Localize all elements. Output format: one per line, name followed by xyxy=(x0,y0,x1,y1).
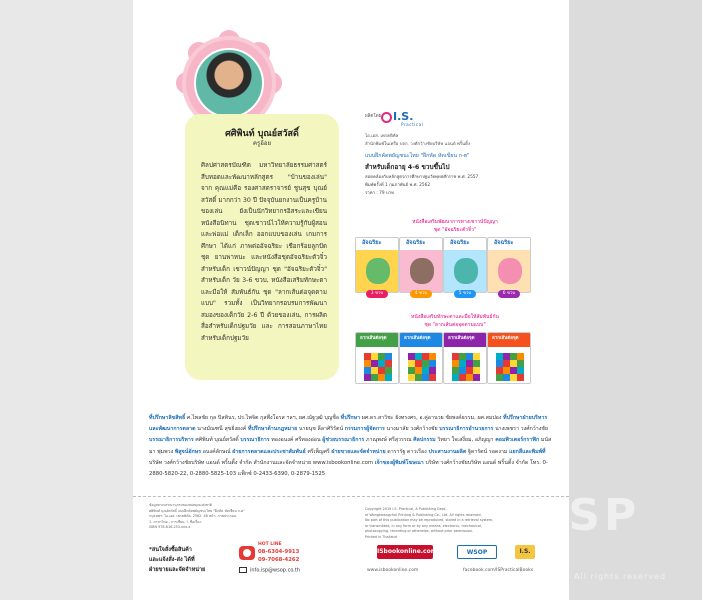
mosaic-cell xyxy=(517,367,524,374)
watermark-logo: ISP xyxy=(548,490,641,541)
mosaic-cell xyxy=(459,367,466,374)
book-character xyxy=(366,258,390,284)
mosaic-cell xyxy=(364,374,371,381)
mosaic-cell xyxy=(496,353,503,360)
credit-label: พิสูจน์อักษร xyxy=(174,448,202,455)
mosaic-cell xyxy=(422,360,429,367)
book-age-badge: 3 ขวบ xyxy=(366,290,388,298)
book-cover xyxy=(355,237,399,293)
book-cover xyxy=(399,237,443,293)
book-cover xyxy=(443,332,487,384)
book-age-badge: 4 ขวบ xyxy=(410,290,432,298)
facebook-link[interactable]: facebook.com/ISPracticalBooks xyxy=(463,568,534,573)
mosaic-cell xyxy=(408,367,415,374)
credit-value: อนงค์ลักษณ์ xyxy=(202,448,231,455)
mosaic-cell xyxy=(371,360,378,367)
book-title-band xyxy=(488,238,530,250)
credit-label: ฝ่ายขายและจัดจำหน่าย xyxy=(331,448,386,455)
credit-label: ศิลปกรรม xyxy=(413,437,436,444)
credit-value: นางมัณฑนี สุขยิ่งยงค์ xyxy=(197,426,247,433)
mosaic-cell xyxy=(371,353,378,360)
credit-value: วิทยา ใจเสงี่ยม, อภิญญา xyxy=(437,437,494,444)
credit-value: ฐิดารัตน์ รอดงาม xyxy=(467,448,508,455)
book-character xyxy=(410,258,434,284)
author-bio: ศิลปศาสตรบัณฑิต มหาวิทยาลัยธรรมศาสตร์ สืบทอดและพัฒนาหลักสูตร "บ้านของเล่น" จาก คุณแม่คือ รองศาสตราจารย์ ชูนสุข บุณย์สวัสดิ์ มากกว่า 30 ปี ปัจจุบันยกงานเป็นครูบ้านของเล่น ยังเป็นนักวิทยากรอิสระและเขียนหนังสือนิทาน ชุดเชาวน์ไวให้ความรู้กับผู้สอนและพ่อแม่ เด็กเล็ก ออกแบบของเล่น เกมการศึกษา ได้แก่ ภาพต่ออัจฉริยะ เชือกร้อยลูกปัด ชุด ยานพาหนะ และหนังสือชุดอัจฉริยะตัวจิ๋ว สำหรับเด็ก เชาวน์ปัญญา ชุด "อัจฉริยะตัวจิ๋ว" สำหรับเด็ก วัย 3-6 ขวบ, หนังสือเสริมทักษะตาและมือให้ สัมพันธ์กัน ชุด "ลากเส้นต่อจุดตามแบบ" รวมทั้ง เป็นวิทยากรอบรมการพัฒนาสมองของเด็กวัย 2-6 ปี ด้วยของเล่น, การผลิตสื่อสำหรับเด็กปฐมวัย และ การสอนภาษาไทยสำหรับเด็กปฐมวัย xyxy=(201,162,327,342)
mosaic-cell xyxy=(429,367,436,374)
credit-value: นางเพชรา วงศ์กว้างชัย xyxy=(495,426,549,433)
credit-label: ที่ปรึกษาฝ่ายบริหารและพัฒนาการตลาด xyxy=(149,415,548,433)
website-link[interactable]: www.isbookonline.com xyxy=(367,568,419,573)
book-age-badge: 6 ขวบ xyxy=(498,290,520,298)
logo-subtext: Practical xyxy=(401,122,424,127)
author-card xyxy=(185,114,339,380)
copyright-line: photocopying, recording or otherwise, without prior permission. xyxy=(365,529,474,534)
hotline-tag: HOT LINE xyxy=(258,542,282,547)
mosaic-cell xyxy=(378,360,385,367)
mosaic-cell xyxy=(459,374,466,381)
book-title: ลากเส้นต่อจุด xyxy=(448,336,475,341)
book-illustration xyxy=(444,250,486,293)
credit-label: ที่ปรึกษาลิขสิทธิ์ xyxy=(149,415,186,421)
publisher-line: ไอ.เอส. เพรคติคัล xyxy=(365,134,399,139)
copyright-line: No part of this publication may be reproduced, stored in a retrieval system, xyxy=(365,518,494,523)
mosaic-cell xyxy=(510,353,517,360)
mosaic-cell xyxy=(408,353,415,360)
mosaic-cell xyxy=(466,374,473,381)
mosaic-cell xyxy=(503,360,510,367)
book-title: อัจฉริยะ xyxy=(406,240,426,246)
mosaic-cell xyxy=(473,353,480,360)
catalog-line: ศศิพินท์ บุณย์สวัสดิ์ แบบฝึกคัดพยัญชนะไทย "ฝึกหัด หัดเขียน ก-ฮ" xyxy=(149,508,245,513)
copyright-line: of Wongkwangchai Printing & Publishing Co., Ltd. All rights reserved. xyxy=(365,512,482,517)
credit-label: ประสานงานผลิต xyxy=(428,448,467,455)
credit-label: แยกสีและพิมพ์ที่ xyxy=(509,448,546,455)
book-title: อัจฉริยะ xyxy=(450,240,470,246)
phone-icon xyxy=(239,546,255,560)
credit-value: บริษัท วงศ์กว้างชัยบริษัท แอนด์ พริ้นติ้ง จำกัด xyxy=(149,459,252,466)
mosaic-cell xyxy=(364,360,371,367)
series2-title-line2: ชุด "ลากเส้นต่อจุดตามแบบ" xyxy=(424,322,486,328)
logo-circle-icon xyxy=(381,112,392,123)
mosaic-cell xyxy=(408,374,415,381)
book-mosaic xyxy=(364,353,392,381)
print-date: พิมพ์ครั้งที่ 1 กุมภาพันธ์ พ.ศ. 2562 xyxy=(365,183,431,188)
mosaic-cell xyxy=(452,374,459,381)
mosaic-cell xyxy=(496,374,503,381)
mosaic-cell xyxy=(452,360,459,367)
mosaic-cell xyxy=(378,374,385,381)
mosaic-cell xyxy=(385,360,392,367)
back-cover-page xyxy=(133,0,569,600)
book-title: อัจฉริยะ xyxy=(362,240,382,246)
book-title: ลากเส้นต่อจุด xyxy=(404,336,431,341)
series2-title-line1: หนังสือเสริมทักษะตาและมือให้สัมพันธ์กัน xyxy=(411,314,499,320)
mosaic-cell xyxy=(422,353,429,360)
book-illustration xyxy=(488,250,530,293)
credit-label: บรรณาธิการบริหาร xyxy=(149,437,194,444)
book-illustration xyxy=(400,250,442,293)
mosaic-cell xyxy=(496,360,503,367)
credit-value: นายนุช ลีลาศิริรัตน์ xyxy=(298,426,344,433)
mosaic-cell xyxy=(510,374,517,381)
mosaic-cell xyxy=(415,374,422,381)
mosaic-cell xyxy=(415,353,422,360)
book-cover xyxy=(443,237,487,293)
book-title: ลากเส้นต่อจุด xyxy=(360,336,387,341)
mosaic-cell xyxy=(473,374,480,381)
book-mosaic xyxy=(496,353,524,381)
book-cover xyxy=(399,332,443,384)
book-illustration xyxy=(356,250,398,293)
mosaic-cell xyxy=(452,367,459,374)
mosaic-cell xyxy=(459,353,466,360)
credit-fax: แฟ็กซ์ 0-2433-6390, 0-2879-1525 xyxy=(237,471,326,478)
author-role: ครูอ้อย xyxy=(253,140,271,147)
mosaic-cell xyxy=(496,367,503,374)
credit-label: เจ้าของผู้พิมพ์โฆษณา xyxy=(374,459,424,466)
mosaic-cell xyxy=(385,353,392,360)
book-mosaic xyxy=(452,353,480,381)
copyright-line: Copyright 2019 I.S. Practical, A Publishing Dept. xyxy=(365,507,447,511)
mosaic-cell xyxy=(459,360,466,367)
copyright-notice xyxy=(365,507,551,541)
book-title-band xyxy=(444,333,486,347)
mail-icon xyxy=(239,567,247,573)
order-info xyxy=(149,545,219,575)
divider xyxy=(133,496,569,497)
credit-value: บริษัท วงศ์กว้างชัยบริษัท แอนด์ พริ้นติ้ง จำกัด โทร. 0-2880-5820-22, 0-2880-5825-103 xyxy=(149,459,548,478)
book-title-band xyxy=(488,333,530,347)
mosaic-cell xyxy=(503,353,510,360)
hotline xyxy=(239,542,309,566)
order-line: และแจ้งสั่ง-ส่ง ได้ที่ xyxy=(149,557,195,563)
book-character xyxy=(454,258,478,284)
book-character xyxy=(498,258,522,284)
printer-line: สำนักพิมพ์ในเครือ บจก. วงศ์กว้างชัยบริษัท แอนด์ พริ้นติ้ง xyxy=(365,142,470,147)
watermark-text: All rights reserved xyxy=(574,572,667,581)
book-title-band xyxy=(400,238,442,250)
mosaic-cell xyxy=(385,374,392,381)
mosaic-cell xyxy=(371,374,378,381)
wsop-logo: WSOP xyxy=(457,545,497,559)
mosaic-cell xyxy=(378,367,385,374)
mosaic-cell xyxy=(364,353,371,360)
book-cover xyxy=(487,332,531,384)
mosaic-cell xyxy=(466,360,473,367)
credit-label: ฝ่ายการตลาดและประชาสัมพันธ์ xyxy=(232,448,306,455)
mosaic-cell xyxy=(517,353,524,360)
mosaic-cell xyxy=(429,360,436,367)
mosaic-cell xyxy=(473,360,480,367)
credit-value: ภาณุพงษ์ ศรีสุวรรณ xyxy=(365,437,412,444)
mosaic-cell xyxy=(517,374,524,381)
mosaic-cell xyxy=(510,367,517,374)
mascot-logo: I.S. xyxy=(515,545,535,559)
copyright-line: or transmitted, in any form or by any means, electronic, mechanical, xyxy=(365,523,482,528)
mosaic-cell xyxy=(415,367,422,374)
book-age-badge: 5 ขวบ xyxy=(454,290,476,298)
mosaic-cell xyxy=(429,353,436,360)
email-address[interactable]: info.isp@wsop.co.th xyxy=(250,567,301,574)
book-title-band xyxy=(356,238,398,250)
catalog-line: ISBN 978-616-253-xxx-x xyxy=(149,525,191,530)
isbookonline-logo: ISbookonline.com xyxy=(377,545,433,559)
book-title: อัจฉริยะ xyxy=(494,240,514,246)
book-cover xyxy=(487,237,531,293)
mosaic-cell xyxy=(408,360,415,367)
credit-value: ผศ.ดร.สาวิชะ ยังทรงศร, อ.คู่อานวย ชัยพงค์ธรรม, ผศ.สมปอง xyxy=(361,415,502,421)
mosaic-cell xyxy=(422,374,429,381)
mosaic-cell xyxy=(378,353,385,360)
published-by-label: ผลิตโดย xyxy=(365,114,382,119)
mosaic-cell xyxy=(452,353,459,360)
left-margin xyxy=(0,0,133,600)
credit-label: คอมพิวเตอร์กราฟิก xyxy=(495,437,540,444)
price: ราคา : 79 บาท xyxy=(365,191,394,196)
credit-label: ที่ปรึกษา xyxy=(340,415,361,421)
credit-value: ดารารัฐ ดาวเรือง xyxy=(387,448,427,455)
copyright-line: Printed in Thailand xyxy=(365,534,397,539)
hotline-number[interactable]: 08-6304-9913 xyxy=(258,549,300,555)
mosaic-cell xyxy=(364,367,371,374)
catalog-line: 1. ภาษาไทย - การเขียน. I. ชื่อเรื่อง. xyxy=(149,519,202,524)
credit-value: ศรีเพ็ญศรี xyxy=(307,448,330,455)
credit-office: สำนักงานและจัดจำหน่าย www.isbookonline.com xyxy=(253,459,374,466)
mosaic-cell xyxy=(510,360,517,367)
book-title-band xyxy=(356,333,398,347)
order-line: ฝ่ายขายและจัดจำหน่าย xyxy=(149,567,206,573)
series1-title-line2: ชุด "อัจฉริยะตัวจิ๋ว" xyxy=(433,227,477,233)
credit-value: ศศิพินท์ บุณย์สวัสดิ์ xyxy=(195,437,239,444)
credit-label: ที่ปรึกษาด้านกฎหมาย xyxy=(247,426,298,433)
book-title-band xyxy=(400,333,442,347)
series1-title-line1: หนังสือเสริมพัฒนาการทางเชาวน์ปัญญา xyxy=(412,219,498,225)
mosaic-cell xyxy=(371,367,378,374)
mosaic-cell xyxy=(503,367,510,374)
mosaic-cell xyxy=(473,367,480,374)
credit-label: กรรมการผู้จัดการ xyxy=(344,426,385,433)
hotline-number[interactable]: 09-7068-4262 xyxy=(258,557,300,563)
credit-label: บรรณาธิการ xyxy=(240,437,270,444)
book-cover xyxy=(355,332,399,384)
mosaic-cell xyxy=(517,360,524,367)
author-photo xyxy=(194,48,264,118)
logo-text: I.S. xyxy=(393,110,414,123)
order-line: *สนใจสั่งซื้อสินค้า xyxy=(149,547,192,553)
mosaic-cell xyxy=(429,374,436,381)
series-title: แบบฝึกคัดพยัญชนะไทย "ฝึกหัด หัดเขียน ก-ฮ" xyxy=(365,153,470,159)
author-name: ศศิพินท์ บุณย์สวัสดิ์ xyxy=(225,129,299,139)
age-range: สำหรับเด็กอายุ 4-6 ขวบขึ้นไป xyxy=(365,163,450,171)
credits-block xyxy=(149,413,555,480)
credit-value: ศ.ไพลชัย กุล ปิลทินร, ปร.ไพจิต กุลพึงโอรส ฯลฯ, ผศ.ณัฐวุฒิ บุญชื่อ xyxy=(186,415,340,421)
book-mosaic xyxy=(408,353,436,381)
credit-value: นางมาลัย วงศ์กว้างชัย xyxy=(386,426,438,433)
mosaic-cell xyxy=(503,374,510,381)
mosaic-cell xyxy=(466,353,473,360)
credit-label: ผู้ช่วยบรรณาธิการ xyxy=(322,437,365,444)
credit-label: บรรณาธิการอำนวยการ xyxy=(439,426,494,433)
catalog-line: กรุงเทพฯ: ไอ.เอส. เพรคติคัล, 2562. 48 หน้า. ภาพประกอบ. xyxy=(149,514,237,519)
mosaic-cell xyxy=(466,367,473,374)
credit-value: มนัสมา พุ่มพวง xyxy=(149,437,552,455)
mosaic-cell xyxy=(422,367,429,374)
is-practical-logo xyxy=(381,110,425,126)
email-row xyxy=(239,567,300,574)
book-title-band xyxy=(444,238,486,250)
credit-value: ทองอนงค์ ศรีทองอ่อน xyxy=(271,437,321,444)
mosaic-cell xyxy=(385,367,392,374)
book-title: ลากเส้นต่อจุด xyxy=(492,336,519,341)
catalog-line: ข้อมูลทางบรรณานุกรมของหอสมุดแห่งชาติ xyxy=(149,503,213,507)
catalog-info xyxy=(149,503,345,531)
mosaic-cell xyxy=(415,360,422,367)
curriculum-line: สอดคล้องกับหลักสูตรการศึกษาปฐมวัยพุทธศักราช พ.ศ. 2557 xyxy=(365,175,479,180)
